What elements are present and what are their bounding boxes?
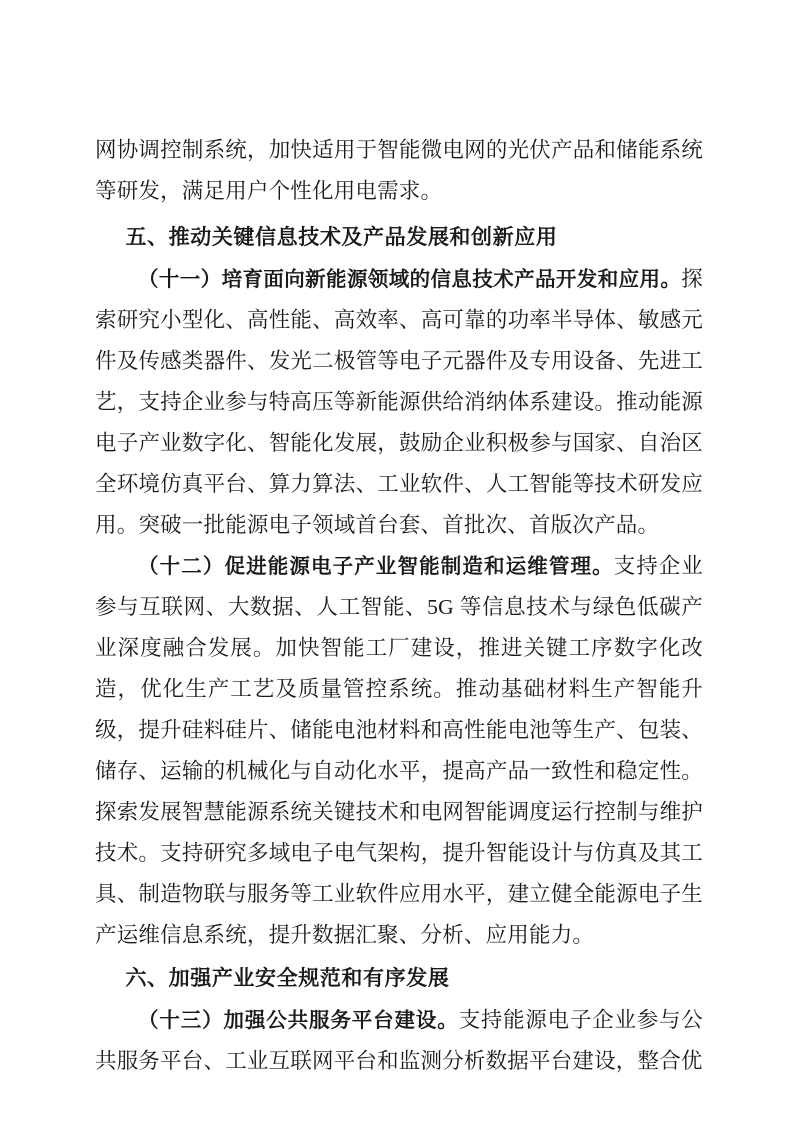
paragraph-item-thirteen-lead: （十三）加强公共服务平台建设。 xyxy=(138,1008,459,1032)
paragraph-item-eleven xyxy=(95,259,703,546)
paragraph-item-thirteen xyxy=(95,1000,703,1082)
paragraph-item-eleven-lead: （十一）培育面向新能源领域的信息技术产品开发和应用。 xyxy=(138,267,682,291)
document-body xyxy=(95,130,703,1082)
section-heading-six: 六、加强产业安全规范和有序发展 xyxy=(125,966,450,990)
paragraph-continued: 网协调控制系统，加快适用于智能微电网的光伏产品和储能系统等研发，满足用户个性化用电需求。 xyxy=(95,138,703,203)
paragraph-item-twelve xyxy=(95,546,703,956)
section-heading-five: 五、推动关键信息技术及产品发展和创新应用 xyxy=(125,225,558,249)
paragraph-item-thirteen-text: 支持能源电子企业参与公共服务平台、工业互联网平台和监测分析数据平台建设，整合优 xyxy=(95,1008,703,1073)
paragraph-item-twelve-lead: （十二）促进能源电子产业智能制造和运维管理。 xyxy=(138,554,614,578)
paragraph-item-twelve-text: 支持企业参与互联网、大数据、人工智能、5G 等信息技术与绿色低碳产业深度融合发展。加快智能工厂建设，推进关键工序数字化改造，优化生产工艺及质量管控系统。推动基础材料生产智能升级，提升硅料硅片、储能电池材料和高性能电池等生产、包装、储存、运输的机械化与自动化水平，提高产品一致性和稳定性。探索发展智慧能源系统关键技术和电网智能调度运行控制与维护技术。支持研究多域电子电气架构，提升智能设计与仿真及其工具、制造物联与服务等工业软件应用水平，建立健全能源电子生产运维信息系统，提升数据汇聚、分析、应用能力。 xyxy=(95,554,703,947)
paragraph-item-eleven-text: 探索研究小型化、高性能、高效率、高可靠的功率半导体、敏感元件及传感类器件、发光二极管等电子元器件及专用设备、先进工艺，支持企业参与特高压等新能源供给消纳体系建设。推动能源电子产业数字化、智能化发展，鼓励企业积极参与国家、自治区全环境仿真平台、算力算法、工业软件、人工智能等技术研发应用。突破一批能源电子领域首台套、首批次、首版次产品。 xyxy=(95,267,703,537)
